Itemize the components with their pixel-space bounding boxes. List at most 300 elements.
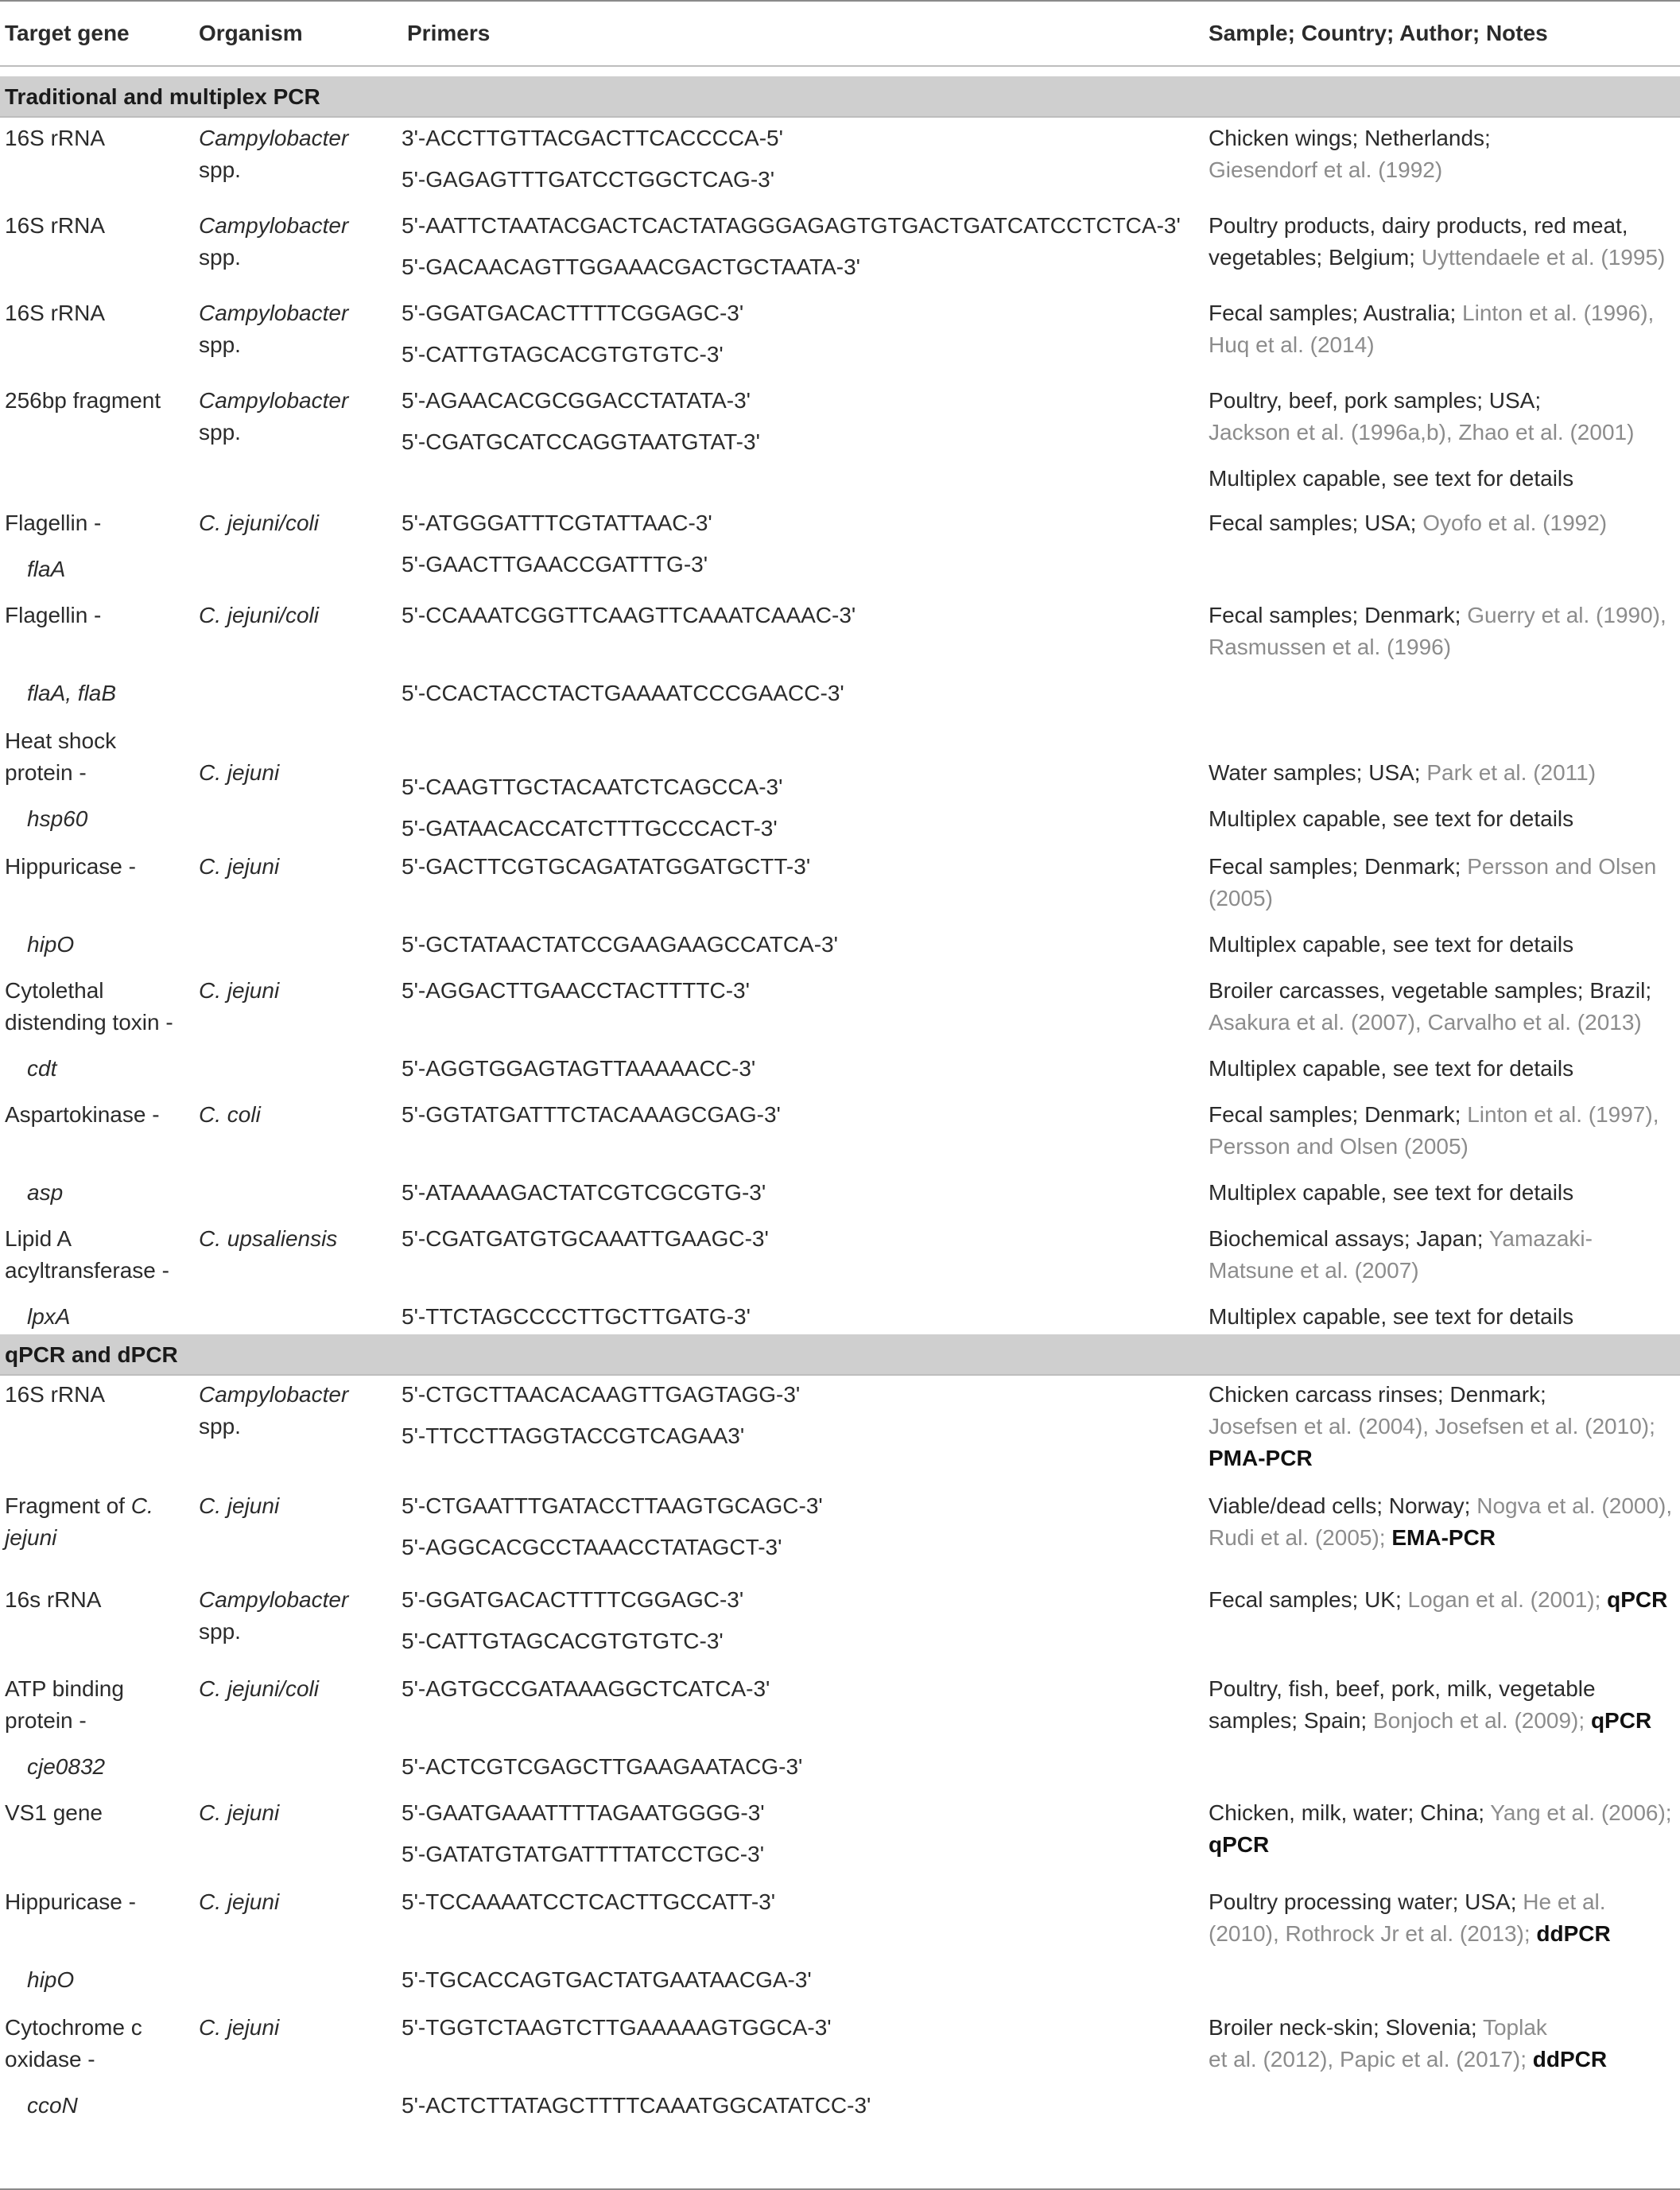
cell-line bbox=[199, 975, 390, 1007]
cell-text: samples; Spain; bbox=[1209, 1708, 1373, 1733]
primer-sequence: 5'-AATTCTAATACGACTCACTATAGGGAGAGTGTGACTGATCATCCTCTCA-3' bbox=[402, 213, 1181, 238]
cell-text: lpxA bbox=[27, 1304, 71, 1329]
cell-text: distending toxin - bbox=[5, 1010, 173, 1035]
cell-text: C. jejuni/coli bbox=[199, 603, 319, 627]
primers-cell bbox=[402, 1886, 1205, 1996]
cell-text: spp. bbox=[199, 332, 241, 357]
cell-text: Campylobacter bbox=[199, 301, 349, 325]
cell-text: 256bp fragment bbox=[5, 388, 161, 413]
notes-cell bbox=[1209, 1379, 1678, 1474]
cell-line bbox=[5, 1053, 180, 1085]
organism-cell bbox=[199, 507, 390, 539]
method-tag: ddPCR bbox=[1536, 1921, 1611, 1946]
cell-text: Fecal samples; Denmark; bbox=[1209, 603, 1468, 627]
primer-sequence bbox=[402, 730, 1205, 762]
cell-text: C. bbox=[130, 1493, 153, 1518]
cell-line bbox=[1209, 1177, 1678, 1209]
primers-cell bbox=[402, 725, 1205, 845]
primers-cell bbox=[402, 385, 1205, 458]
cell-line bbox=[1209, 929, 1678, 961]
cell-line bbox=[1209, 1411, 1678, 1443]
organism-cell bbox=[199, 851, 390, 883]
cell-text: Biochemical assays; Japan; bbox=[1209, 1226, 1489, 1251]
target-gene-cell bbox=[5, 507, 180, 585]
reference-text: (2005) bbox=[1209, 886, 1273, 911]
cell-text: Campylobacter bbox=[199, 126, 349, 150]
cell-line bbox=[5, 385, 180, 417]
cell-line bbox=[1209, 1099, 1678, 1131]
cell-text: vegetables; Belgium; bbox=[1209, 245, 1422, 270]
cell-text: ATP binding bbox=[5, 1676, 124, 1701]
cell-line bbox=[1209, 1379, 1678, 1411]
cell-line bbox=[1209, 242, 1678, 274]
cell-text: cdt bbox=[27, 1056, 57, 1081]
cell-line bbox=[1209, 851, 1678, 883]
organism-cell bbox=[199, 1490, 390, 1522]
cell-text: spp. bbox=[199, 1414, 241, 1439]
cell-line bbox=[1209, 210, 1678, 242]
reference-text: (2010), Rothrock Jr et al. (2013); bbox=[1209, 1921, 1537, 1946]
cell-line bbox=[199, 1673, 390, 1705]
cell-line bbox=[199, 1490, 390, 1522]
primer-sequence: 5'-GACAACAGTTGGAAACGACTGCTAATA-3' bbox=[402, 254, 860, 279]
primer-sequence: 5'-GCTATAACTATCCGAAGAAGCCATCA-3' bbox=[402, 932, 838, 957]
primer-sequence: 5'-GAATGAAATTTTAGAATGGGG-3' bbox=[402, 1800, 765, 1825]
target-gene-cell bbox=[5, 725, 180, 835]
cell-line bbox=[199, 122, 390, 154]
header-notes: Sample; Country; Author; Notes bbox=[1209, 21, 1548, 45]
cell-line bbox=[5, 210, 180, 242]
reference-text: Giesendorf et al. (1992) bbox=[1209, 157, 1443, 182]
primer-sequence: 5'-CGATGCATCCAGGTAATGTAT-3' bbox=[402, 429, 760, 454]
primer-sequence: 5'-AGGTGGAGTAGTTAAAAACC-3' bbox=[402, 1056, 756, 1081]
cell-text: C. jejuni bbox=[199, 760, 280, 785]
organism-cell bbox=[199, 1584, 390, 1648]
cell-line bbox=[5, 646, 180, 678]
target-gene-cell bbox=[5, 297, 180, 329]
primer-sequence: 3'-ACCTTGTTACGACTTCACCCCA-5' bbox=[402, 126, 783, 150]
cell-text: oxidase - bbox=[5, 2047, 95, 2072]
notes-cell bbox=[1209, 210, 1678, 274]
cell-text: Multiplex capable, see text for details bbox=[1209, 932, 1574, 957]
cell-line bbox=[5, 883, 180, 914]
cell-line bbox=[5, 1131, 180, 1163]
cell-text: Heat shock bbox=[5, 728, 117, 753]
target-gene-cell bbox=[5, 1673, 180, 1783]
organism-cell bbox=[199, 385, 390, 448]
cell-line bbox=[1209, 883, 1678, 914]
primer-sequence: 5'-ACTCTTATAGCTTTTCAAATGGCATATCC-3' bbox=[402, 2093, 871, 2118]
primer-sequence: 5'-GGATGACACTTTTCGGAGC-3' bbox=[402, 301, 744, 325]
cell-text: Cytochrome c bbox=[5, 2015, 142, 2040]
cell-text: spp. bbox=[199, 420, 241, 445]
cell-line bbox=[199, 1797, 390, 1829]
primers-cell bbox=[402, 1673, 1205, 1783]
target-gene-cell bbox=[5, 851, 180, 961]
cell-line bbox=[5, 1301, 180, 1333]
notes-cell bbox=[1209, 1223, 1678, 1333]
primers-cell bbox=[402, 975, 1205, 1085]
cell-text: Poultry products, dairy products, red meat, bbox=[1209, 213, 1628, 238]
cell-line bbox=[1209, 2044, 1678, 2075]
cell-text: Flagellin - bbox=[5, 511, 102, 535]
method-tag: ddPCR bbox=[1532, 2047, 1608, 2072]
primer-sequence bbox=[402, 2048, 1205, 2080]
reference-text: Yang et al. (2006); bbox=[1490, 1800, 1672, 1825]
cell-line bbox=[5, 1379, 180, 1411]
section-label: Traditional and multiplex PCR bbox=[5, 84, 320, 109]
target-gene-cell bbox=[5, 975, 180, 1085]
cell-line bbox=[199, 1379, 390, 1411]
cell-line bbox=[5, 1797, 180, 1829]
reference-text: Rasmussen et al. (1996) bbox=[1209, 635, 1452, 659]
header-primers: Primers bbox=[407, 21, 491, 45]
cell-text: Fecal samples; Denmark; bbox=[1209, 1102, 1468, 1127]
cell-line bbox=[1209, 417, 1678, 448]
primer-sequence bbox=[402, 636, 1205, 668]
cell-text: Fecal samples; Denmark; bbox=[1209, 854, 1468, 879]
organism-cell bbox=[199, 975, 390, 1007]
cell-text: Broiler neck-skin; Slovenia; bbox=[1209, 2015, 1483, 2040]
primers-cell bbox=[402, 1379, 1205, 1452]
notes-cell bbox=[1209, 297, 1678, 361]
cell-line bbox=[199, 2012, 390, 2044]
cell-line bbox=[5, 2012, 180, 2044]
cell-text: Multiplex capable, see text for details bbox=[1209, 1056, 1574, 1081]
cell-line bbox=[199, 385, 390, 417]
cell-text: 16s rRNA bbox=[5, 1587, 102, 1612]
cell-line bbox=[5, 2090, 180, 2122]
cell-line bbox=[5, 678, 180, 709]
cell-text: Campylobacter bbox=[199, 213, 349, 238]
primer-sequence: 5'-ATGGGATTTCGTATTAAC-3' bbox=[402, 511, 712, 535]
method-tag: qPCR bbox=[1607, 1587, 1668, 1612]
cell-text: Fecal samples; USA; bbox=[1209, 511, 1423, 535]
cell-line bbox=[199, 417, 390, 448]
cell-text: acyltransferase - bbox=[5, 1258, 169, 1283]
cell-line bbox=[199, 1223, 390, 1255]
cell-text: C. upsaliensis bbox=[199, 1226, 338, 1251]
cell-line bbox=[1209, 1223, 1678, 1255]
primer-sequence: 5'-GACTTCGTGCAGATATGGATGCTT-3' bbox=[402, 854, 811, 879]
primer-sequence: 5'-TCCAAAATCCTCACTTGCCATT-3' bbox=[402, 1889, 776, 1914]
target-gene-cell bbox=[5, 1223, 180, 1333]
cell-text: jejuni bbox=[5, 1525, 57, 1550]
cell-line bbox=[5, 1673, 180, 1705]
cell-text: protein - bbox=[5, 760, 87, 785]
cell-line bbox=[1209, 975, 1678, 1007]
notes-cell bbox=[1209, 851, 1678, 961]
header-organism: Organism bbox=[199, 21, 303, 45]
primers-cell bbox=[402, 1223, 1205, 1333]
cell-text: Broiler carcasses, vegetable samples; Brazil; bbox=[1209, 978, 1652, 1003]
target-gene-cell bbox=[5, 1584, 180, 1616]
cell-line bbox=[1209, 154, 1678, 186]
cell-line bbox=[5, 1886, 180, 1918]
cell-line bbox=[199, 210, 390, 242]
cell-text: flaA, flaB bbox=[27, 681, 117, 705]
cell-line bbox=[5, 803, 180, 835]
primers-cell bbox=[402, 210, 1205, 283]
primer-sequence: 5'-CATTGTAGCACGTGTGTC-3' bbox=[402, 1629, 724, 1653]
reference-text: Oyofo et al. (1992) bbox=[1422, 511, 1608, 535]
cell-line bbox=[1209, 1705, 1678, 1737]
primer-sequence: 5'-CTGAATTTGATACCTTAAGTGCAGC-3' bbox=[402, 1493, 823, 1518]
primers-cell bbox=[402, 600, 1205, 709]
target-gene-cell bbox=[5, 1099, 180, 1209]
cell-line bbox=[1209, 1255, 1678, 1287]
cell-text: hipO bbox=[27, 1967, 75, 1992]
cell-text: spp. bbox=[199, 245, 241, 270]
cell-line bbox=[5, 600, 180, 631]
reference-text: He et al. bbox=[1523, 1889, 1606, 1914]
primers-cell bbox=[402, 1099, 1205, 1209]
cell-text: Water samples; USA; bbox=[1209, 760, 1427, 785]
primer-sequence: 5'-AGAACACGCGGACCTATATA-3' bbox=[402, 388, 751, 413]
cell-line bbox=[1209, 329, 1678, 361]
cell-line bbox=[1209, 1797, 1678, 1829]
cell-line bbox=[5, 851, 180, 883]
notes-cell bbox=[1209, 507, 1678, 539]
cell-line bbox=[1209, 803, 1678, 835]
cell-line bbox=[5, 1584, 180, 1616]
notes-cell bbox=[1209, 1797, 1678, 1861]
cell-line bbox=[1209, 1886, 1678, 1918]
method-tag: qPCR bbox=[1590, 1708, 1652, 1733]
notes-cell bbox=[1209, 122, 1678, 186]
primer-sequence bbox=[402, 1710, 1205, 1742]
organism-cell bbox=[199, 725, 390, 789]
primer-sequence bbox=[402, 1136, 1205, 1167]
primer-sequence bbox=[402, 1923, 1205, 1955]
cell-text: Lipid A bbox=[5, 1226, 72, 1251]
cell-line bbox=[1209, 1443, 1678, 1474]
cell-text: Chicken, milk, water; China; bbox=[1209, 1800, 1491, 1825]
table-header bbox=[0, 2, 1680, 67]
cell-text: hipO bbox=[27, 932, 75, 957]
cell-text: Fecal samples; UK; bbox=[1209, 1587, 1408, 1612]
cell-text: hsp60 bbox=[27, 806, 88, 831]
reference-text: Guerry et al. (1990), bbox=[1467, 603, 1666, 627]
primer-sequence bbox=[402, 1260, 1205, 1291]
notes-cell bbox=[1209, 1490, 1678, 1554]
cell-line bbox=[199, 725, 390, 757]
cell-text: Multiplex capable, see text for details bbox=[1209, 806, 1574, 831]
cell-text: Fragment of bbox=[5, 1493, 131, 1518]
primer-sequence: 5'-GAACTTGAACCGATTTG-3' bbox=[402, 552, 708, 577]
cell-line bbox=[1209, 1522, 1678, 1554]
notes-cell bbox=[1209, 1584, 1678, 1616]
cell-text: 16S rRNA bbox=[5, 1382, 106, 1407]
cell-line bbox=[1209, 385, 1678, 417]
cell-line bbox=[5, 1007, 180, 1039]
cell-line bbox=[1209, 1131, 1678, 1163]
organism-cell bbox=[199, 600, 390, 631]
primer-sequence: 5'-GGATGACACTTTTCGGAGC-3' bbox=[402, 1587, 744, 1612]
primers-cell bbox=[402, 1584, 1205, 1657]
reference-text: Rudi et al. (2005); bbox=[1209, 1525, 1392, 1550]
primer-sequence bbox=[402, 887, 1205, 919]
cell-text: Poultry processing water; USA; bbox=[1209, 1889, 1523, 1914]
cell-text: C. jejuni bbox=[199, 978, 280, 1003]
notes-cell bbox=[1209, 2012, 1678, 2075]
cell-text: 16S rRNA bbox=[5, 301, 106, 325]
reference-text: Nogva et al. (2000), bbox=[1476, 1493, 1673, 1518]
organism-cell bbox=[199, 1886, 390, 1918]
primer-sequence: 5'-TGGTCTAAGTCTTGAAAAAGTGGCA-3' bbox=[402, 2015, 832, 2040]
cell-text: C. jejuni bbox=[199, 2015, 280, 2040]
cell-text: spp. bbox=[199, 1619, 241, 1644]
cell-line bbox=[5, 725, 180, 757]
reference-text: Persson and Olsen bbox=[1467, 854, 1657, 879]
notes-cell bbox=[1209, 1673, 1678, 1737]
primer-sequence: 5'-GATAACACCATCTTTGCCCACT-3' bbox=[402, 816, 778, 841]
target-gene-cell bbox=[5, 1886, 180, 1996]
cell-line bbox=[1209, 122, 1678, 154]
cell-line bbox=[199, 757, 390, 789]
cell-line bbox=[1209, 1301, 1678, 1333]
primer-sequence: 5'-CAAGTTGCTACAATCTCAGCCA-3' bbox=[402, 775, 783, 799]
cell-text: C. jejuni/coli bbox=[199, 1676, 319, 1701]
cell-line bbox=[1209, 1007, 1678, 1039]
primer-sequence: 5'-AGTGCCGATAAAGGCTCATCA-3' bbox=[402, 1676, 770, 1701]
cell-line bbox=[5, 297, 180, 329]
reference-text: Huq et al. (2014) bbox=[1209, 332, 1375, 357]
cell-line bbox=[5, 1255, 180, 1287]
cell-line bbox=[1209, 1490, 1678, 1522]
primer-sequence: 5'-ATAAAAGACTATCGTCGCGTG-3' bbox=[402, 1180, 766, 1205]
organism-cell bbox=[199, 1797, 390, 1829]
organism-cell bbox=[199, 1099, 390, 1131]
notes-cell bbox=[1209, 975, 1678, 1085]
cell-text: cje0832 bbox=[27, 1754, 106, 1779]
target-gene-cell bbox=[5, 385, 180, 417]
primers-cell bbox=[402, 297, 1205, 371]
cell-line bbox=[5, 975, 180, 1007]
method-tag: PMA-PCR bbox=[1209, 1446, 1313, 1470]
cell-text: C. jejuni/coli bbox=[199, 511, 319, 535]
target-gene-cell bbox=[5, 1379, 180, 1411]
method-tag: qPCR bbox=[1209, 1832, 1270, 1857]
cell-text: VS1 gene bbox=[5, 1800, 103, 1825]
cell-text: 16S rRNA bbox=[5, 213, 106, 238]
cell-text: Campylobacter bbox=[199, 1382, 349, 1407]
organism-cell bbox=[199, 1223, 390, 1255]
cell-line bbox=[5, 507, 180, 539]
primers-cell bbox=[402, 1797, 1205, 1870]
cell-text: Multiplex capable, see text for details bbox=[1209, 466, 1574, 491]
cell-text: spp. bbox=[199, 157, 241, 182]
cell-line bbox=[5, 929, 180, 961]
cell-text: Poultry, fish, beef, pork, milk, vegetable bbox=[1209, 1676, 1596, 1701]
primer-sequence: 5'-CGATGATGTGCAAATTGAAGC-3' bbox=[402, 1226, 769, 1251]
section-header bbox=[0, 1334, 1680, 1376]
cell-line bbox=[199, 1584, 390, 1616]
cell-line bbox=[1209, 631, 1678, 663]
target-gene-cell bbox=[5, 122, 180, 154]
primer-sequence: 5'-CCACTACCTACTGAAAATCCCGAACC-3' bbox=[402, 681, 844, 705]
primers-cell bbox=[402, 122, 1205, 196]
primer-sequence: 5'-TTCCTTAGGTACCGTCAGAA3' bbox=[402, 1423, 745, 1448]
cell-text: C. coli bbox=[199, 1102, 261, 1127]
cell-line bbox=[1209, 297, 1678, 329]
cell-line bbox=[1209, 757, 1678, 789]
reference-text: Logan et al. (2001); bbox=[1407, 1587, 1608, 1612]
reference-text: Josefsen et al. (2004), Josefsen et al. (2010); bbox=[1209, 1414, 1655, 1439]
notes-cell bbox=[1209, 1099, 1678, 1209]
primer-sequence: 5'-AGGCACGCCTAAACCTATAGCT-3' bbox=[402, 1535, 782, 1559]
target-gene-cell bbox=[5, 1797, 180, 1829]
cell-line bbox=[1209, 600, 1678, 631]
primer-sequence: 5'-AGGACTTGAACCTACTTTTC-3' bbox=[402, 978, 750, 1003]
cell-line bbox=[1209, 1584, 1678, 1616]
section-label: qPCR and dPCR bbox=[5, 1342, 178, 1367]
cell-line bbox=[5, 1705, 180, 1737]
reference-text: Linton et al. (1996), bbox=[1462, 301, 1655, 325]
cell-line bbox=[199, 329, 390, 361]
cell-text: Multiplex capable, see text for details bbox=[1209, 1304, 1574, 1329]
header-target-gene: Target gene bbox=[5, 21, 130, 45]
cell-line bbox=[1209, 507, 1678, 539]
target-gene-cell bbox=[5, 210, 180, 242]
organism-cell bbox=[199, 122, 390, 186]
cell-text: C. jejuni bbox=[199, 1889, 280, 1914]
section-header bbox=[0, 76, 1680, 118]
primers-cell bbox=[402, 2012, 1205, 2122]
cell-text: Flagellin - bbox=[5, 603, 102, 627]
primer-sequence: 5'-GGTATGATTTCTACAAAGCGAG-3' bbox=[402, 1102, 781, 1127]
cell-line bbox=[199, 297, 390, 329]
cell-line bbox=[5, 1177, 180, 1209]
reference-text: Asakura et al. (2007), Carvalho et al. (2013) bbox=[1209, 1010, 1642, 1035]
cell-text: Aspartokinase - bbox=[5, 1102, 160, 1127]
cell-line bbox=[1209, 2012, 1678, 2044]
target-gene-cell bbox=[5, 600, 180, 709]
notes-cell bbox=[1209, 1886, 1678, 1950]
cell-line bbox=[5, 1751, 180, 1783]
cell-line bbox=[199, 1411, 390, 1443]
cell-line bbox=[199, 242, 390, 274]
target-gene-cell bbox=[5, 2012, 180, 2122]
cell-line bbox=[5, 757, 180, 789]
cell-text: Hippuricase - bbox=[5, 1889, 136, 1914]
cell-text: Chicken carcass rinses; Denmark; bbox=[1209, 1382, 1546, 1407]
reference-text: Persson and Olsen (2005) bbox=[1209, 1134, 1469, 1159]
cell-line bbox=[5, 1490, 180, 1522]
primers-cell bbox=[402, 851, 1205, 961]
primer-sequence bbox=[402, 1012, 1205, 1043]
reference-text: Park et al. (2011) bbox=[1426, 760, 1597, 785]
primer-sequence: 5'-ACTCGTCGAGCTTGAAGAATACG-3' bbox=[402, 1754, 803, 1779]
cell-line bbox=[5, 1918, 180, 1950]
target-gene-cell bbox=[5, 1490, 180, 1554]
cell-line bbox=[1209, 1918, 1678, 1950]
primer-sequence: 5'-GAGAGTTTGATCCTGGCTCAG-3' bbox=[402, 167, 775, 192]
primer-sequence: 5'-GATATGTATGATTTTATCCTGC-3' bbox=[402, 1842, 765, 1866]
cell-line bbox=[5, 1522, 180, 1554]
primer-sequence: 5'-CATTGTAGCACGTGTGTC-3' bbox=[402, 342, 724, 367]
cell-line bbox=[5, 1099, 180, 1131]
cell-text: C. jejuni bbox=[199, 1800, 280, 1825]
organism-cell bbox=[199, 2012, 390, 2044]
reference-text: Linton et al. (1997), bbox=[1467, 1102, 1659, 1127]
cell-line bbox=[5, 553, 180, 585]
reference-text: et al. (2012), Papic et al. (2017); bbox=[1209, 2047, 1533, 2072]
cell-text: Fecal samples; Australia; bbox=[1209, 301, 1463, 325]
cell-line bbox=[1209, 725, 1678, 757]
cell-text: Campylobacter bbox=[199, 1587, 349, 1612]
cell-line bbox=[1209, 1673, 1678, 1705]
